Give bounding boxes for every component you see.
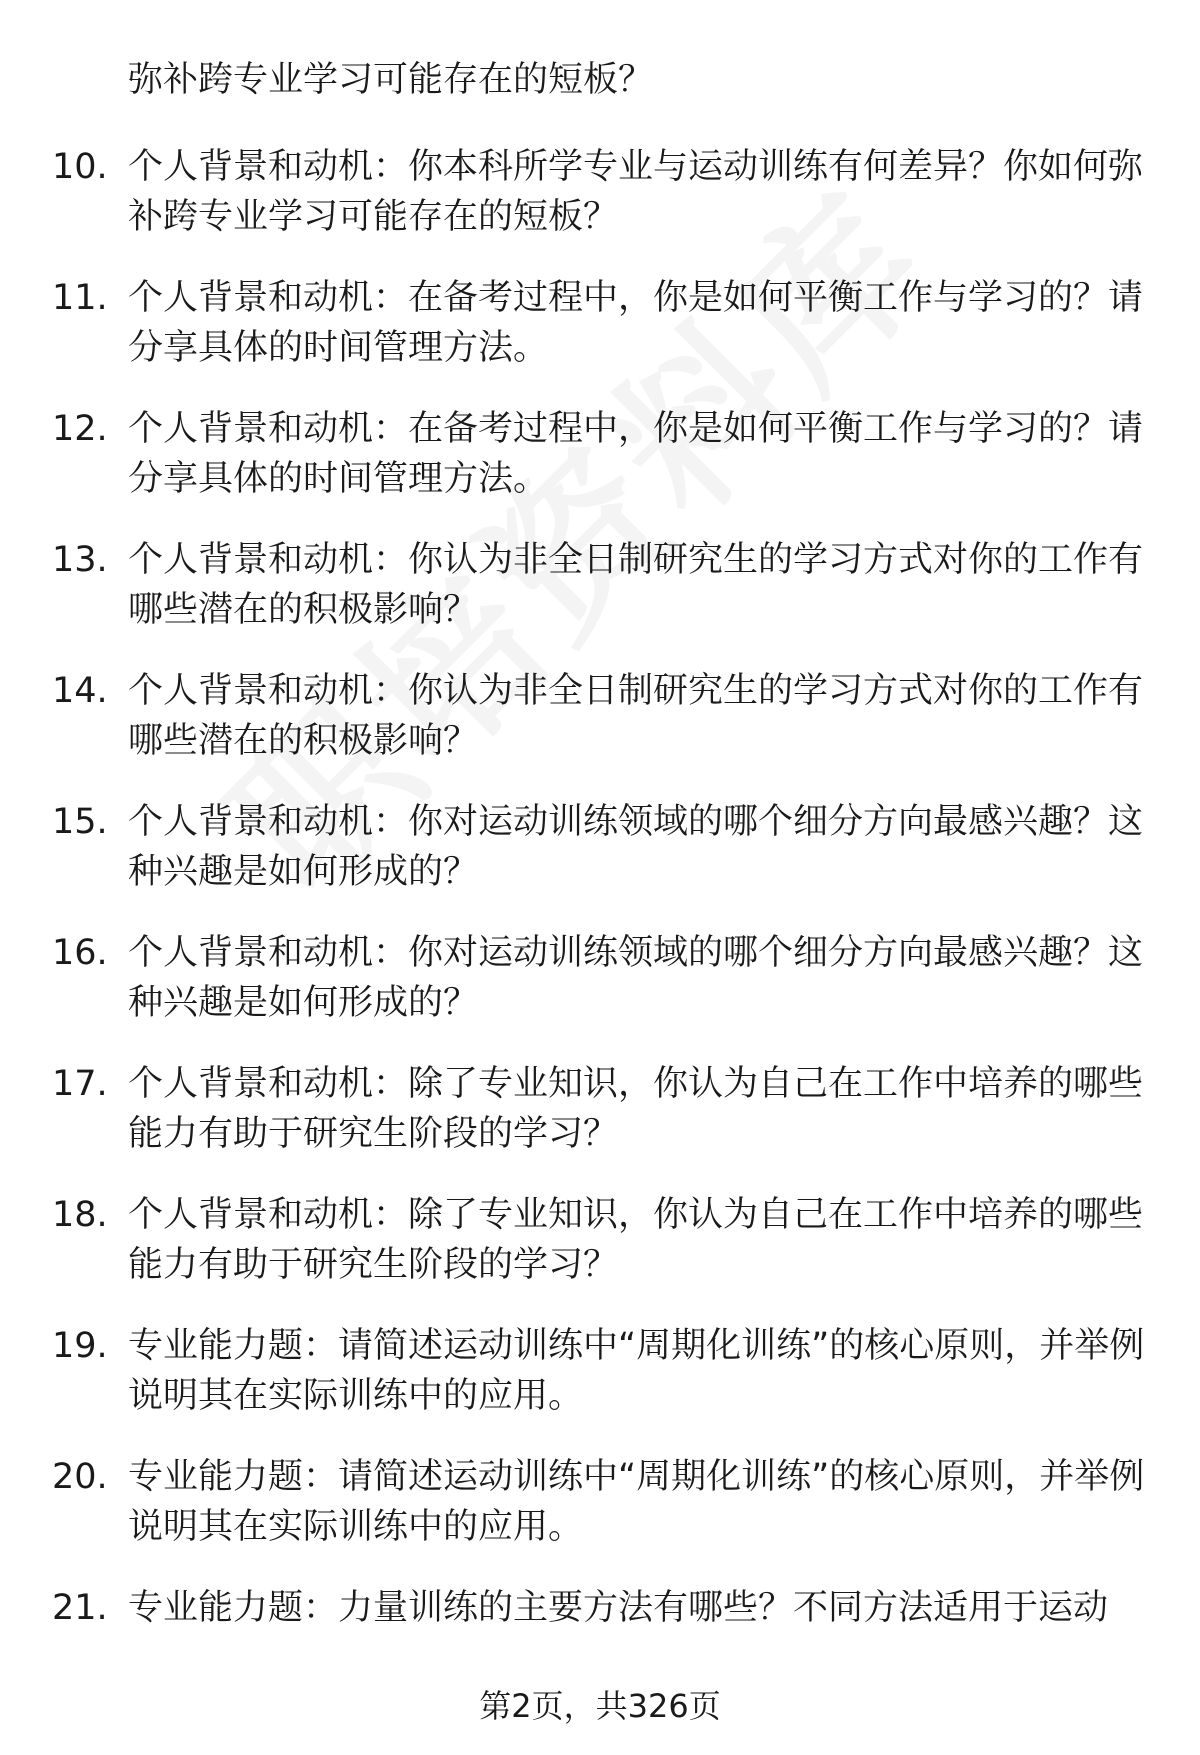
list-item [0,142,1200,273]
item-text: 个人背景和动机：除了专业知识，你认为自己在工作中培养的哪些能力有助于研究生阶段的学习？ [128,1064,1144,1154]
carry-over-text: 弥补跨专业学习可能存在的短板？ [128,60,654,100]
item-number: 12. [52,409,108,449]
item-text: 个人背景和动机：你本科所学专业与运动训练有何差异？你如何弥补跨专业学习可能存在的短板？ [128,147,1144,237]
item-text: 个人背景和动机：你对运动训练领域的哪个细分方向最感兴趣？这种兴趣是如何形成的？ [128,802,1144,892]
list-item [0,1190,1200,1321]
item-text: 专业能力题：力量训练的主要方法有哪些？不同方法适用于运动 [128,1588,1109,1628]
page-footer: 第2页，共326页 [479,1687,721,1725]
list-item [0,1452,1200,1583]
item-number: 18. [52,1195,108,1235]
list-item [0,535,1200,666]
item-number: 13. [52,540,108,580]
item-number: 16. [52,933,108,973]
item-text: 专业能力题：请简述运动训练中“周期化训练”的核心原则，并举例说明其在实际训练中的应用。 [128,1457,1145,1547]
list-item [0,1059,1200,1190]
item-text: 个人背景和动机：你认为非全日制研究生的学习方式对你的工作有哪些潜在的积极影响？ [128,540,1144,630]
item-number: 15. [52,802,108,842]
item-number: 17. [52,1064,108,1104]
list-item [0,928,1200,1059]
item-text: 个人背景和动机：除了专业知识，你认为自己在工作中培养的哪些能力有助于研究生阶段的学习？ [128,1195,1144,1285]
item-number: 19. [52,1326,108,1366]
question-list [0,142,1200,1714]
item-number: 11. [52,278,108,318]
list-item [0,273,1200,404]
item-number: 20. [52,1457,108,1497]
item-number: 14. [52,671,108,711]
item-text: 专业能力题：请简述运动训练中“周期化训练”的核心原则，并举例说明其在实际训练中的应用。 [128,1326,1145,1416]
item-text: 个人背景和动机：你认为非全日制研究生的学习方式对你的工作有哪些潜在的积极影响？ [128,671,1144,761]
item-text: 个人背景和动机：在备考过程中，你是如何平衡工作与学习的？请分享具体的时间管理方法。 [128,409,1144,499]
list-item [0,666,1200,797]
item-number: 21. [52,1588,108,1628]
item-text: 个人背景和动机：你对运动训练领域的哪个细分方向最感兴趣？这种兴趣是如何形成的？ [128,933,1144,1023]
item-text: 个人背景和动机：在备考过程中，你是如何平衡工作与学习的？请分享具体的时间管理方法。 [128,278,1144,368]
list-item [0,404,1200,535]
item-number: 10. [52,147,108,187]
list-item [0,1321,1200,1452]
list-item [0,797,1200,928]
